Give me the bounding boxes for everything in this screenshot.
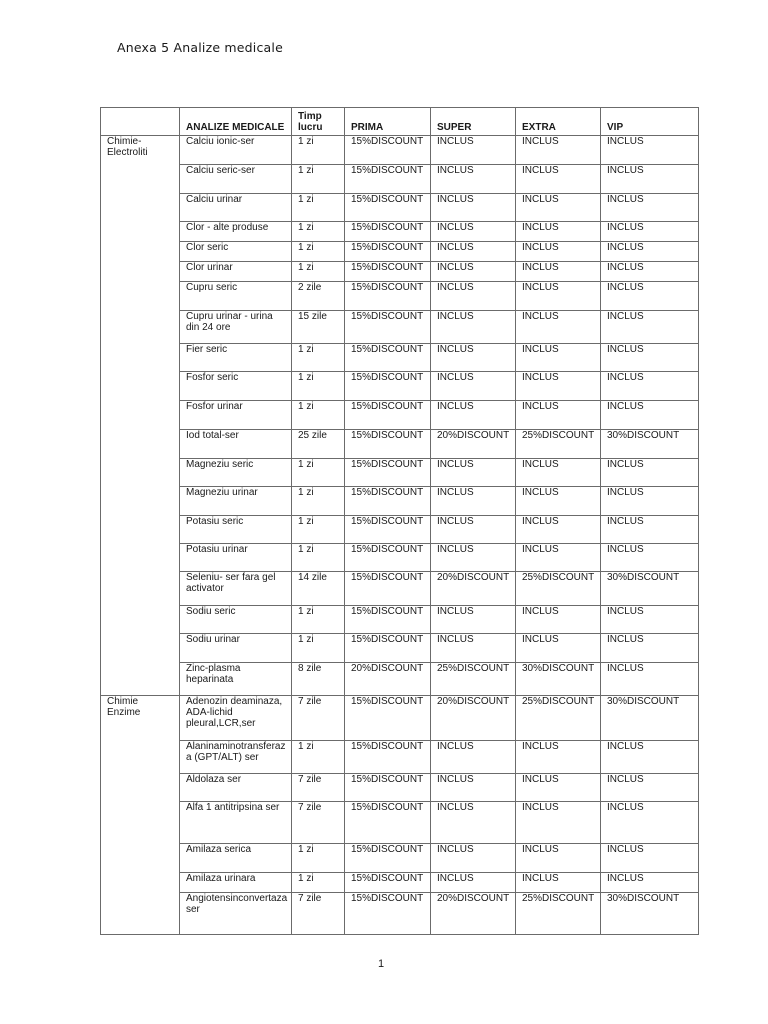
super-cell: INCLUS bbox=[431, 401, 516, 430]
vip-cell: INCLUS bbox=[601, 242, 699, 262]
table-row bbox=[101, 606, 699, 634]
table-row bbox=[101, 487, 699, 516]
name-cell: Cupru urinar - urina din 24 ore bbox=[180, 311, 292, 344]
extra-cell: INCLUS bbox=[516, 136, 601, 165]
time-cell: 15 zile bbox=[292, 311, 345, 344]
table-row bbox=[101, 372, 699, 401]
super-cell: INCLUS bbox=[431, 844, 516, 873]
header-extra: EXTRA bbox=[516, 108, 601, 136]
table-body bbox=[101, 136, 699, 935]
prima-cell: 15%DISCOUNT bbox=[345, 282, 431, 311]
extra-cell: 25%DISCOUNT bbox=[516, 696, 601, 741]
time-cell: 1 zi bbox=[292, 165, 345, 194]
header-category bbox=[101, 108, 180, 136]
super-cell: INCLUS bbox=[431, 262, 516, 282]
analysis-table bbox=[100, 107, 699, 935]
super-cell: 25%DISCOUNT bbox=[431, 663, 516, 696]
vip-cell: INCLUS bbox=[601, 372, 699, 401]
vip-cell: 30%DISCOUNT bbox=[601, 893, 699, 935]
extra-cell: INCLUS bbox=[516, 516, 601, 544]
prima-cell: 15%DISCOUNT bbox=[345, 516, 431, 544]
vip-cell: INCLUS bbox=[601, 401, 699, 430]
time-cell: 1 zi bbox=[292, 634, 345, 663]
header-analysis: ANALIZE MEDICALE bbox=[180, 108, 292, 136]
super-cell: INCLUS bbox=[431, 372, 516, 401]
vip-cell: INCLUS bbox=[601, 634, 699, 663]
extra-cell: INCLUS bbox=[516, 194, 601, 222]
extra-cell: INCLUS bbox=[516, 372, 601, 401]
table-row bbox=[101, 634, 699, 663]
prima-cell: 15%DISCOUNT bbox=[345, 136, 431, 165]
name-cell: Alfa 1 antitripsina ser bbox=[180, 802, 292, 844]
time-cell: 1 zi bbox=[292, 741, 345, 774]
vip-cell: 30%DISCOUNT bbox=[601, 696, 699, 741]
header-vip: VIP bbox=[601, 108, 699, 136]
vip-cell: INCLUS bbox=[601, 165, 699, 194]
name-cell: Clor seric bbox=[180, 242, 292, 262]
extra-cell: 25%DISCOUNT bbox=[516, 430, 601, 459]
header-time: Timp lucru bbox=[292, 108, 345, 136]
vip-cell: INCLUS bbox=[601, 194, 699, 222]
table-row bbox=[101, 663, 699, 696]
super-cell: INCLUS bbox=[431, 741, 516, 774]
page-number: 1 bbox=[378, 958, 385, 970]
table-row bbox=[101, 802, 699, 844]
extra-cell: INCLUS bbox=[516, 873, 601, 893]
vip-cell: INCLUS bbox=[601, 774, 699, 802]
time-cell: 1 zi bbox=[292, 487, 345, 516]
vip-cell: INCLUS bbox=[601, 873, 699, 893]
time-cell: 1 zi bbox=[292, 401, 345, 430]
vip-cell: INCLUS bbox=[601, 663, 699, 696]
prima-cell: 15%DISCOUNT bbox=[345, 165, 431, 194]
extra-cell: INCLUS bbox=[516, 544, 601, 572]
super-cell: INCLUS bbox=[431, 873, 516, 893]
super-cell: INCLUS bbox=[431, 311, 516, 344]
extra-cell: INCLUS bbox=[516, 242, 601, 262]
extra-cell: 25%DISCOUNT bbox=[516, 572, 601, 606]
vip-cell: INCLUS bbox=[601, 222, 699, 242]
name-cell: Potasiu urinar bbox=[180, 544, 292, 572]
table-row bbox=[101, 344, 699, 372]
table-row bbox=[101, 893, 699, 935]
time-cell: 1 zi bbox=[292, 873, 345, 893]
name-cell: Adenozin deaminaza, ADA-lichid pleural,LCR,ser bbox=[180, 696, 292, 741]
extra-cell: INCLUS bbox=[516, 802, 601, 844]
super-cell: INCLUS bbox=[431, 242, 516, 262]
vip-cell: INCLUS bbox=[601, 741, 699, 774]
super-cell: INCLUS bbox=[431, 516, 516, 544]
prima-cell: 15%DISCOUNT bbox=[345, 344, 431, 372]
table-row bbox=[101, 430, 699, 459]
super-cell: INCLUS bbox=[431, 487, 516, 516]
name-cell: Clor - alte produse bbox=[180, 222, 292, 242]
extra-cell: INCLUS bbox=[516, 311, 601, 344]
name-cell: Seleniu- ser fara gel activator bbox=[180, 572, 292, 606]
time-cell: 1 zi bbox=[292, 262, 345, 282]
time-cell: 1 zi bbox=[292, 459, 345, 487]
table-row bbox=[101, 282, 699, 311]
vip-cell: INCLUS bbox=[601, 311, 699, 344]
extra-cell: INCLUS bbox=[516, 844, 601, 873]
table-row bbox=[101, 401, 699, 430]
vip-cell: INCLUS bbox=[601, 136, 699, 165]
name-cell: Iod total-ser bbox=[180, 430, 292, 459]
prima-cell: 15%DISCOUNT bbox=[345, 372, 431, 401]
super-cell: INCLUS bbox=[431, 165, 516, 194]
extra-cell: INCLUS bbox=[516, 401, 601, 430]
time-cell: 1 zi bbox=[292, 222, 345, 242]
vip-cell: INCLUS bbox=[601, 344, 699, 372]
prima-cell: 15%DISCOUNT bbox=[345, 774, 431, 802]
name-cell: Aldolaza ser bbox=[180, 774, 292, 802]
super-cell: INCLUS bbox=[431, 774, 516, 802]
time-cell: 1 zi bbox=[292, 844, 345, 873]
table-row bbox=[101, 544, 699, 572]
vip-cell: INCLUS bbox=[601, 487, 699, 516]
vip-cell: INCLUS bbox=[601, 802, 699, 844]
prima-cell: 15%DISCOUNT bbox=[345, 844, 431, 873]
name-cell: Fosfor seric bbox=[180, 372, 292, 401]
prima-cell: 15%DISCOUNT bbox=[345, 262, 431, 282]
document-title: Anexa 5 Analize medicale bbox=[117, 40, 283, 55]
vip-cell: INCLUS bbox=[601, 544, 699, 572]
table-row bbox=[101, 242, 699, 262]
table-row bbox=[101, 741, 699, 774]
prima-cell: 15%DISCOUNT bbox=[345, 487, 431, 516]
prima-cell: 15%DISCOUNT bbox=[345, 893, 431, 935]
name-cell: Magneziu urinar bbox=[180, 487, 292, 516]
header-prima: PRIMA bbox=[345, 108, 431, 136]
table-row bbox=[101, 516, 699, 544]
extra-cell: INCLUS bbox=[516, 282, 601, 311]
time-cell: 2 zile bbox=[292, 282, 345, 311]
time-cell: 7 zile bbox=[292, 774, 345, 802]
extra-cell: INCLUS bbox=[516, 222, 601, 242]
extra-cell: INCLUS bbox=[516, 459, 601, 487]
time-cell: 8 zile bbox=[292, 663, 345, 696]
name-cell: Zinc-plasma heparinata bbox=[180, 663, 292, 696]
super-cell: INCLUS bbox=[431, 194, 516, 222]
prima-cell: 15%DISCOUNT bbox=[345, 311, 431, 344]
time-cell: 25 zile bbox=[292, 430, 345, 459]
prima-cell: 15%DISCOUNT bbox=[345, 430, 431, 459]
name-cell: Fier seric bbox=[180, 344, 292, 372]
table-row bbox=[101, 262, 699, 282]
extra-cell: 30%DISCOUNT bbox=[516, 663, 601, 696]
extra-cell: INCLUS bbox=[516, 774, 601, 802]
table-row bbox=[101, 459, 699, 487]
table-row bbox=[101, 222, 699, 242]
super-cell: INCLUS bbox=[431, 136, 516, 165]
name-cell: Calciu seric-ser bbox=[180, 165, 292, 194]
extra-cell: 25%DISCOUNT bbox=[516, 893, 601, 935]
prima-cell: 15%DISCOUNT bbox=[345, 459, 431, 487]
prima-cell: 15%DISCOUNT bbox=[345, 873, 431, 893]
time-cell: 1 zi bbox=[292, 544, 345, 572]
name-cell: Alaninaminotransferaz a (GPT/ALT) ser bbox=[180, 741, 292, 774]
time-cell: 1 zi bbox=[292, 194, 345, 222]
prima-cell: 15%DISCOUNT bbox=[345, 544, 431, 572]
extra-cell: INCLUS bbox=[516, 741, 601, 774]
name-cell: Calciu urinar bbox=[180, 194, 292, 222]
vip-cell: INCLUS bbox=[601, 844, 699, 873]
super-cell: 20%DISCOUNT bbox=[431, 430, 516, 459]
super-cell: INCLUS bbox=[431, 344, 516, 372]
extra-cell: INCLUS bbox=[516, 344, 601, 372]
time-cell: 7 zile bbox=[292, 696, 345, 741]
extra-cell: INCLUS bbox=[516, 165, 601, 194]
prima-cell: 15%DISCOUNT bbox=[345, 401, 431, 430]
time-cell: 7 zile bbox=[292, 802, 345, 844]
vip-cell: INCLUS bbox=[601, 459, 699, 487]
time-cell: 1 zi bbox=[292, 242, 345, 262]
prima-cell: 20%DISCOUNT bbox=[345, 663, 431, 696]
prima-cell: 15%DISCOUNT bbox=[345, 634, 431, 663]
time-cell: 1 zi bbox=[292, 372, 345, 401]
table-row bbox=[101, 136, 699, 165]
name-cell: Amilaza urinara bbox=[180, 873, 292, 893]
super-cell: INCLUS bbox=[431, 459, 516, 487]
prima-cell: 15%DISCOUNT bbox=[345, 741, 431, 774]
vip-cell: 30%DISCOUNT bbox=[601, 430, 699, 459]
name-cell: Sodiu urinar bbox=[180, 634, 292, 663]
name-cell: Angiotensinconvertaza ser bbox=[180, 893, 292, 935]
super-cell: INCLUS bbox=[431, 222, 516, 242]
super-cell: INCLUS bbox=[431, 802, 516, 844]
table-row bbox=[101, 873, 699, 893]
category-cell: Chimie-Electroliti bbox=[101, 136, 180, 696]
time-cell: 1 zi bbox=[292, 136, 345, 165]
super-cell: 20%DISCOUNT bbox=[431, 893, 516, 935]
name-cell: Potasiu seric bbox=[180, 516, 292, 544]
name-cell: Magneziu seric bbox=[180, 459, 292, 487]
prima-cell: 15%DISCOUNT bbox=[345, 242, 431, 262]
vip-cell: INCLUS bbox=[601, 282, 699, 311]
super-cell: INCLUS bbox=[431, 606, 516, 634]
extra-cell: INCLUS bbox=[516, 487, 601, 516]
table-row bbox=[101, 844, 699, 873]
time-cell: 1 zi bbox=[292, 344, 345, 372]
time-cell: 7 zile bbox=[292, 893, 345, 935]
time-cell: 14 zile bbox=[292, 572, 345, 606]
super-cell: 20%DISCOUNT bbox=[431, 572, 516, 606]
name-cell: Cupru seric bbox=[180, 282, 292, 311]
name-cell: Sodiu seric bbox=[180, 606, 292, 634]
extra-cell: INCLUS bbox=[516, 262, 601, 282]
prima-cell: 15%DISCOUNT bbox=[345, 802, 431, 844]
category-cell: Chimie Enzime bbox=[101, 696, 180, 935]
extra-cell: INCLUS bbox=[516, 606, 601, 634]
super-cell: INCLUS bbox=[431, 634, 516, 663]
prima-cell: 15%DISCOUNT bbox=[345, 222, 431, 242]
name-cell: Fosfor urinar bbox=[180, 401, 292, 430]
prima-cell: 15%DISCOUNT bbox=[345, 696, 431, 741]
vip-cell: INCLUS bbox=[601, 262, 699, 282]
super-cell: INCLUS bbox=[431, 544, 516, 572]
vip-cell: INCLUS bbox=[601, 606, 699, 634]
super-cell: INCLUS bbox=[431, 282, 516, 311]
name-cell: Clor urinar bbox=[180, 262, 292, 282]
table-row bbox=[101, 774, 699, 802]
table-row bbox=[101, 311, 699, 344]
table-row bbox=[101, 696, 699, 741]
prima-cell: 15%DISCOUNT bbox=[345, 606, 431, 634]
super-cell: 20%DISCOUNT bbox=[431, 696, 516, 741]
name-cell: Calciu ionic-ser bbox=[180, 136, 292, 165]
table-row bbox=[101, 194, 699, 222]
table-row bbox=[101, 572, 699, 606]
table-header-row bbox=[101, 108, 699, 136]
table-row bbox=[101, 165, 699, 194]
prima-cell: 15%DISCOUNT bbox=[345, 572, 431, 606]
vip-cell: INCLUS bbox=[601, 516, 699, 544]
prima-cell: 15%DISCOUNT bbox=[345, 194, 431, 222]
time-cell: 1 zi bbox=[292, 606, 345, 634]
extra-cell: INCLUS bbox=[516, 634, 601, 663]
header-super: SUPER bbox=[431, 108, 516, 136]
name-cell: Amilaza serica bbox=[180, 844, 292, 873]
time-cell: 1 zi bbox=[292, 516, 345, 544]
vip-cell: 30%DISCOUNT bbox=[601, 572, 699, 606]
